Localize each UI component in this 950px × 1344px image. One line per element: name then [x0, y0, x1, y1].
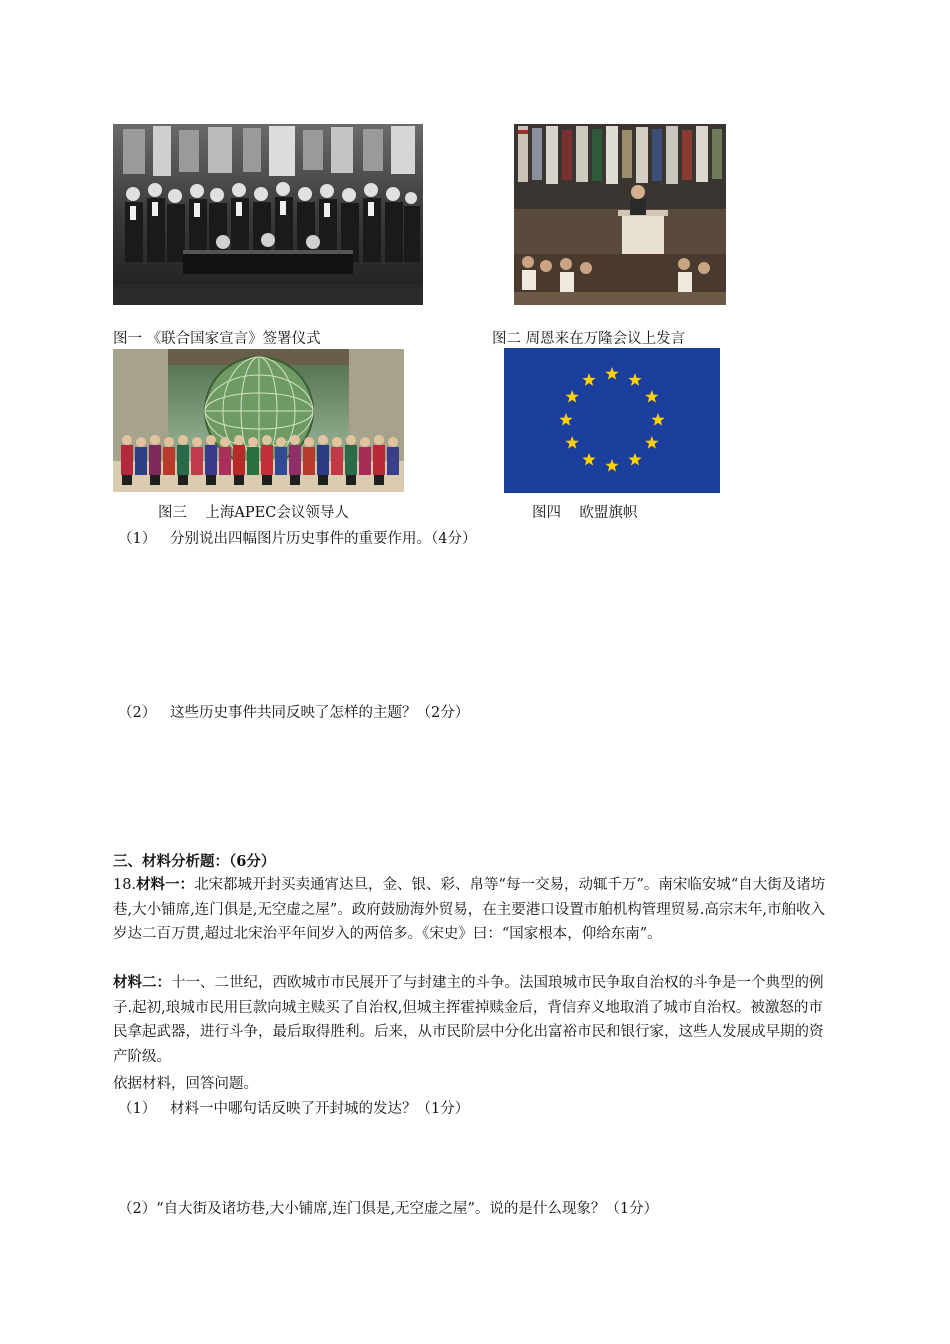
- material-two-label: 材料二：: [113, 974, 171, 991]
- material-two-text: 十一、二世纪，西欧城市市民展开了与封建主的斗争。法国琅城市民争取自治权的斗争是一个典型的例子.起初,琅城市民用巨款向城主赎买了自治权,但城主挥霍掉赎金后，背信弃义地取消了城市自治权。被激怒的市民拿起武器，进行斗争，最后取得胜利。后来，从市民阶层中分化出富裕市民和银行家，这些人发展成早期的资产阶级。: [113, 975, 824, 1065]
- part3-question-2: （2）“自大街及诸坊巷,大小铺席,连门俱是,无空虚之屋”。说的是什么现象？（1分）: [118, 1201, 659, 1217]
- item-number: 18.: [113, 877, 137, 893]
- material-two-paragraph: [113, 971, 837, 1069]
- material-one-paragraph: [113, 873, 837, 947]
- part3-heading: 三、材料分析题：（6分）: [113, 853, 276, 870]
- material-one-label: 材料一：: [136, 876, 195, 893]
- instruction-text: 依据材料，回答问题。: [113, 1076, 258, 1092]
- part2-question-2: （2） 这些历史事件共同反映了怎样的主题？（2分）: [118, 705, 470, 721]
- eu-flag-image: [504, 348, 720, 493]
- fig2-caption: 图二 周恩来在万隆会议上发言: [492, 331, 686, 347]
- part2-question-1: （1） 分别说出四幅图片历史事件的重要作用。（4分）: [118, 531, 477, 547]
- photo-bandung-conference: [514, 124, 726, 305]
- part3-question-1: （1） 材料一中哪句话反映了开封城的发达？（1分）: [118, 1101, 470, 1117]
- material-one-text: 北宋都城开封买卖通宵达旦，金、银、彩、帛等“每一交易，动辄千万”。南宋临安城“自大街及诸坊巷,大小铺席,连门俱是,无空虚之屋”。政府鼓励海外贸易，在主要港口设置市舶机构管理贸易.高宗末年,市舶收入岁达二百万贯,超过北宋治平年间岁入的两倍多。《宋史》曰：“国家根本，仰给东南”。: [113, 877, 826, 943]
- fig1-caption: 图一 《联合国家宣言》签署仪式: [113, 331, 321, 347]
- photo-un-declaration-signing: [113, 124, 423, 305]
- fig4-caption: 图四 欧盟旗帜: [532, 505, 638, 521]
- photo-shanghai-apec-leaders: [113, 349, 404, 492]
- fig3-caption: 图三 上海APEC会议领导人: [158, 505, 349, 521]
